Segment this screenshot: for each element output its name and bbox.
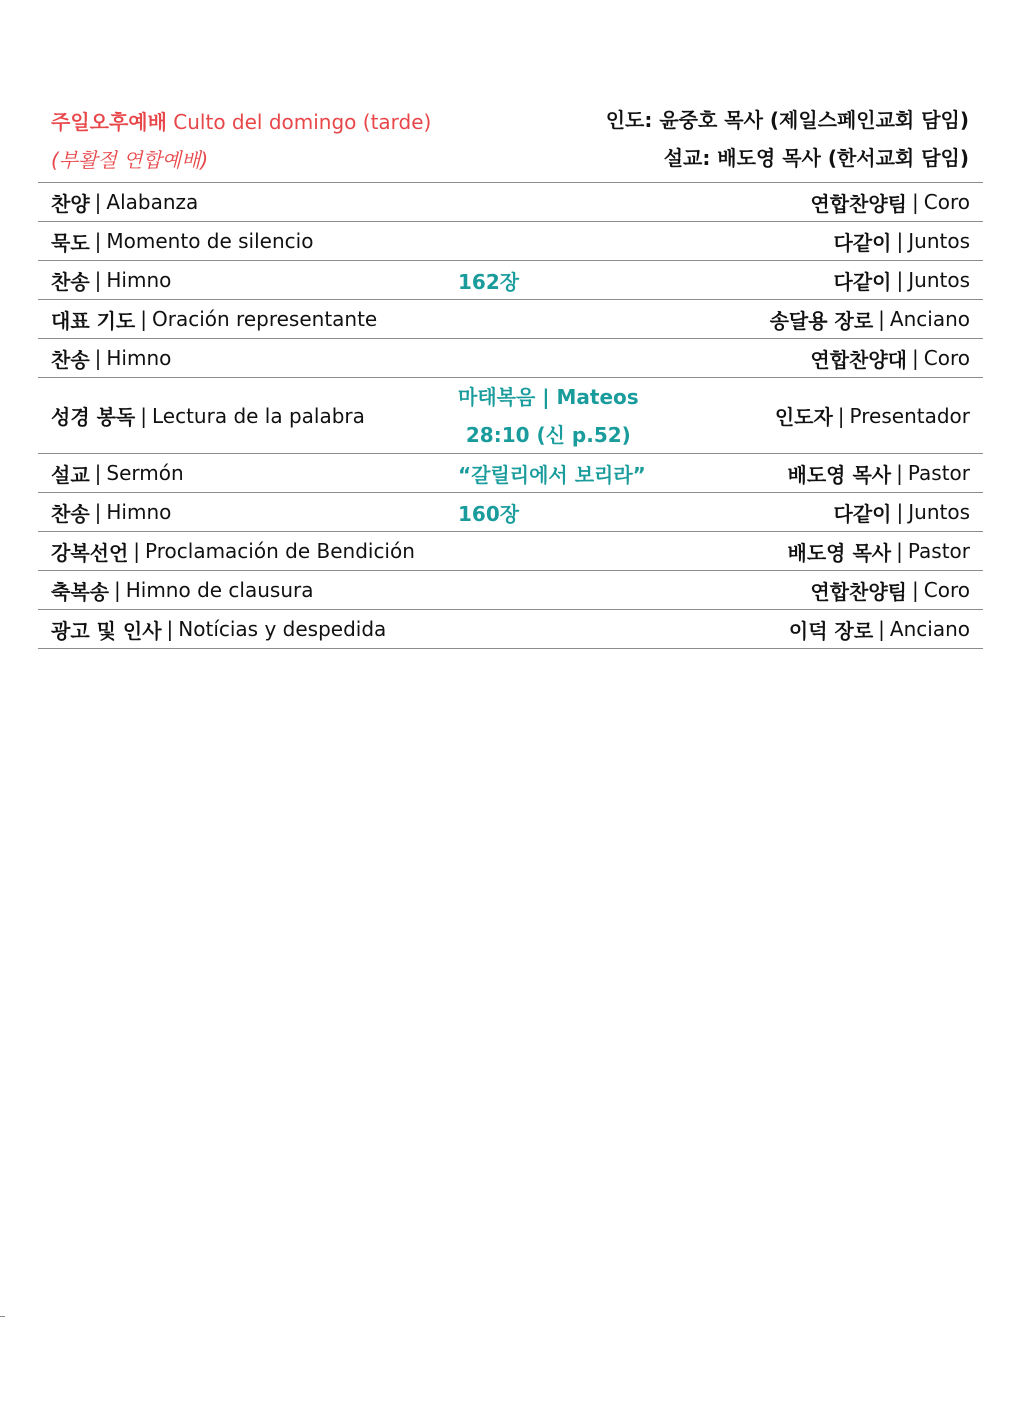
order-item-es: Notícias y despedida bbox=[178, 617, 387, 641]
order-performer bbox=[788, 532, 970, 570]
order-item-es: Himno bbox=[106, 268, 172, 292]
order-row bbox=[38, 261, 983, 300]
order-row bbox=[38, 532, 983, 571]
performer-es: Pastor bbox=[907, 461, 970, 485]
order-row bbox=[38, 378, 983, 454]
order-row bbox=[38, 493, 983, 532]
order-item bbox=[51, 532, 415, 570]
service-subtitle: (부활절 연합예배) bbox=[51, 148, 209, 172]
service-preacher: 설교: 배도영 목사 (한서교회 담임) bbox=[663, 146, 969, 170]
performer-es: Juntos bbox=[908, 268, 970, 292]
separator: | bbox=[912, 346, 919, 370]
order-item-es: Sermón bbox=[106, 461, 184, 485]
order-row bbox=[38, 610, 983, 649]
separator: | bbox=[94, 346, 102, 370]
performer-es: Pastor bbox=[907, 539, 970, 563]
order-item bbox=[51, 378, 365, 453]
order-performer bbox=[788, 454, 970, 492]
performer-es: Juntos bbox=[908, 500, 970, 524]
separator: | bbox=[878, 307, 885, 331]
performer-es: Anciano bbox=[889, 307, 970, 331]
order-row bbox=[38, 183, 983, 222]
order-item-ko: 성경 봉독 bbox=[51, 405, 136, 429]
order-item bbox=[51, 183, 198, 221]
separator: | bbox=[94, 190, 102, 214]
order-row bbox=[38, 571, 983, 610]
performer-ko: 다같이 bbox=[833, 230, 892, 255]
separator: | bbox=[166, 617, 174, 641]
sermon-title: “갈릴리에서 보리라” bbox=[458, 462, 646, 487]
order-item-ko: 강복선언 bbox=[51, 540, 129, 565]
order-performer bbox=[775, 378, 970, 453]
separator: | bbox=[113, 578, 121, 602]
order-item-ko: 찬송 bbox=[51, 347, 90, 372]
order-item bbox=[51, 454, 184, 492]
order-item-ko: 설교 bbox=[51, 462, 90, 487]
separator: | bbox=[912, 190, 919, 214]
order-performer bbox=[834, 222, 970, 260]
service-leader: 인도: 윤중호 목사 (제일스페인교회 담임) bbox=[605, 108, 969, 132]
margin-mark bbox=[0, 1316, 5, 1317]
order-item-ko: 찬양 bbox=[51, 191, 90, 216]
order-item-ko: 축복송 bbox=[51, 579, 109, 604]
performer-ko: 송달용 장로 bbox=[769, 308, 874, 333]
separator: | bbox=[896, 539, 903, 563]
separator: | bbox=[837, 403, 845, 428]
order-item-ko: 찬송 bbox=[51, 269, 90, 294]
order-item-es: Oración representante bbox=[152, 307, 378, 331]
order-item-es: Himno bbox=[106, 500, 172, 524]
order-item-ko: 묵도 bbox=[51, 230, 90, 255]
performer-ko: 이덕 장로 bbox=[788, 618, 874, 643]
separator: | bbox=[94, 268, 102, 292]
order-item bbox=[51, 261, 171, 299]
order-performer bbox=[770, 300, 970, 338]
order-row bbox=[38, 222, 983, 261]
separator: | bbox=[94, 229, 102, 253]
order-item-es: Himno bbox=[106, 346, 172, 370]
separator: | bbox=[912, 578, 919, 602]
scripture-reference bbox=[458, 378, 639, 453]
order-item bbox=[51, 493, 171, 531]
order-performer bbox=[810, 571, 970, 609]
separator: | bbox=[94, 461, 102, 485]
scripture-verse: 28:10 (신 p.52) bbox=[465, 422, 631, 447]
performer-es: Coro bbox=[923, 578, 970, 602]
performer-es: Juntos bbox=[908, 229, 970, 253]
performer-ko: 연합찬양대 bbox=[810, 347, 908, 372]
performer-es: Presentador bbox=[849, 403, 970, 428]
separator: | bbox=[140, 307, 147, 331]
order-row bbox=[38, 339, 983, 378]
separator: | bbox=[140, 403, 147, 428]
order-item bbox=[51, 610, 386, 648]
performer-ko: 연합찬양팀 bbox=[810, 579, 908, 604]
worship-order bbox=[38, 100, 983, 649]
performer-ko: 배도영 목사 bbox=[787, 540, 892, 565]
order-item-ko: 광고 및 인사 bbox=[51, 618, 162, 643]
order-item-ko: 찬송 bbox=[51, 501, 90, 526]
order-performer bbox=[810, 339, 970, 377]
order-performer bbox=[834, 493, 970, 531]
order-item bbox=[51, 571, 313, 609]
order-item bbox=[51, 300, 377, 338]
scripture-book: 마태복음 | Mateos bbox=[458, 384, 639, 409]
order-performer bbox=[789, 610, 970, 648]
order-item-es: Himno de clausura bbox=[125, 578, 314, 602]
service-title bbox=[51, 106, 431, 135]
order-item bbox=[51, 339, 171, 377]
performer-ko: 인도자 bbox=[774, 405, 833, 429]
separator: | bbox=[878, 617, 885, 641]
order-performer bbox=[834, 261, 970, 299]
order-item-ko: 대표 기도 bbox=[51, 308, 136, 333]
performer-ko: 배도영 목사 bbox=[787, 462, 892, 487]
performer-es: Anciano bbox=[889, 617, 970, 641]
separator: | bbox=[896, 229, 904, 253]
performer-ko: 다같이 bbox=[833, 501, 892, 526]
order-item-es: Alabanza bbox=[106, 190, 199, 214]
separator: | bbox=[94, 500, 102, 524]
order-item-es: Proclamación de Bendición bbox=[145, 539, 415, 563]
order-item-es: Lectura de la palabra bbox=[152, 403, 365, 428]
order-item bbox=[51, 222, 313, 260]
order-table bbox=[38, 182, 983, 649]
order-item-es: Momento de silencio bbox=[106, 229, 314, 253]
performer-ko: 다같이 bbox=[833, 269, 892, 294]
order-performer bbox=[810, 183, 970, 221]
order-row bbox=[38, 300, 983, 339]
performer-ko: 연합찬양팀 bbox=[810, 191, 908, 216]
separator: | bbox=[896, 461, 903, 485]
order-detail: 160장 bbox=[458, 501, 520, 526]
performer-es: Coro bbox=[923, 190, 970, 214]
separator: | bbox=[133, 539, 141, 563]
service-title-ko: 주일오후예배 bbox=[51, 110, 167, 134]
order-detail: 162장 bbox=[458, 269, 520, 294]
order-row bbox=[38, 454, 983, 493]
performer-es: Coro bbox=[923, 346, 970, 370]
separator: | bbox=[896, 268, 904, 292]
separator: | bbox=[896, 500, 904, 524]
service-title-es: Culto del domingo (tarde) bbox=[173, 110, 432, 134]
program-header bbox=[38, 100, 983, 182]
